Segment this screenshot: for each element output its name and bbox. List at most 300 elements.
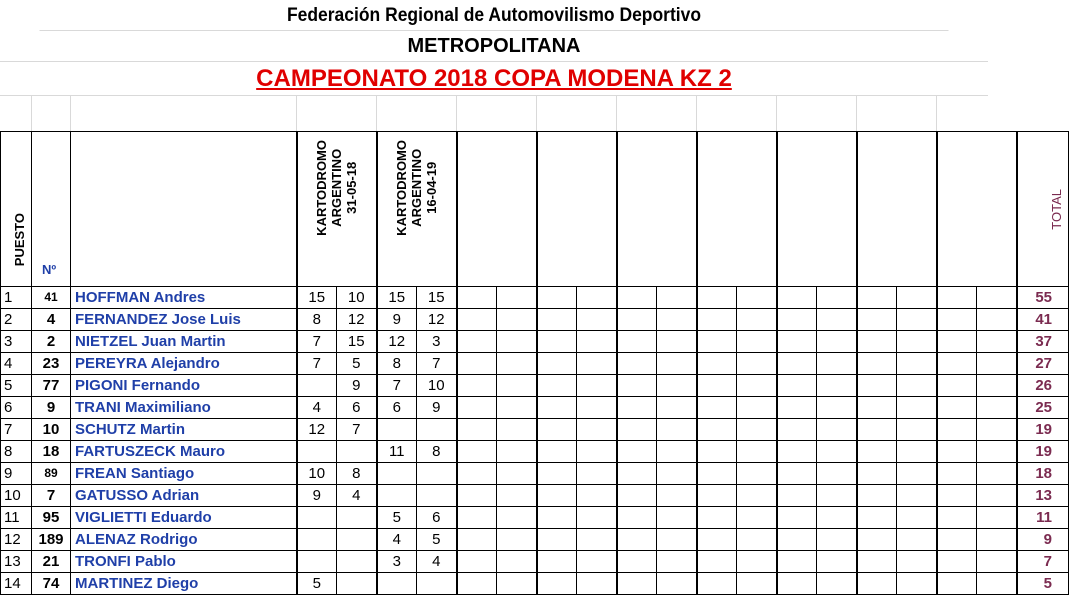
empty-score-cell: [777, 507, 817, 529]
empty-score-cell: [537, 397, 577, 419]
table-row: [1, 441, 1069, 463]
empty-score-cell: [857, 441, 897, 463]
kart-number-cell: 23: [32, 353, 71, 375]
table-row: [1, 573, 1069, 595]
empty-score-cell: [777, 573, 817, 595]
empty-score-cell: [657, 397, 697, 419]
empty-score-cell: [537, 309, 577, 331]
empty-score-cell: [817, 331, 857, 353]
empty-score-cell: [497, 551, 537, 573]
empty-score-cell: [577, 419, 617, 441]
score-cell: 6: [337, 397, 377, 419]
position-cell: 7: [1, 419, 32, 441]
empty-score-cell: [577, 507, 617, 529]
score-cell: [337, 551, 377, 573]
score-cell: [417, 463, 457, 485]
empty-score-cell: [577, 331, 617, 353]
score-cell: [377, 419, 417, 441]
position-cell: 4: [1, 353, 32, 375]
score-cell: 4: [297, 397, 337, 419]
empty-score-cell: [737, 397, 777, 419]
empty-score-cell: [897, 375, 937, 397]
empty-score-cell: [497, 375, 537, 397]
total-cell: 41: [1017, 309, 1069, 331]
empty-score-cell: [697, 287, 737, 309]
empty-score-cell: [577, 485, 617, 507]
empty-score-cell: [697, 375, 737, 397]
grid-line: [70, 96, 71, 132]
position-header: PUESTO: [12, 212, 27, 266]
race2-header: KARTODROMO ARGENTINO 16-04-19: [394, 140, 439, 236]
driver-name-cell: SCHUTZ Martin: [71, 419, 297, 441]
position-cell: 14: [1, 573, 32, 595]
empty-score-cell: [977, 441, 1017, 463]
empty-score-cell: [817, 397, 857, 419]
empty-score-cell: [977, 331, 1017, 353]
number-header: Nº: [42, 262, 57, 277]
empty-score-cell: [617, 507, 657, 529]
empty-score-cell: [857, 331, 897, 353]
empty-score-cell: [497, 331, 537, 353]
score-cell: 10: [297, 463, 337, 485]
empty-score-cell: [657, 529, 697, 551]
empty-score-cell: [457, 397, 497, 419]
empty-score-cell: [697, 441, 737, 463]
empty-score-cell: [577, 353, 617, 375]
championship-title: [0, 62, 988, 96]
score-cell: 5: [377, 507, 417, 529]
empty-score-cell: [697, 507, 737, 529]
empty-score-cell: [497, 419, 537, 441]
table-row: [1, 309, 1069, 331]
score-cell: 9: [377, 309, 417, 331]
driver-name-cell: FARTUSZECK Mauro: [71, 441, 297, 463]
score-cell: 15: [297, 287, 337, 309]
empty-score-cell: [697, 573, 737, 595]
race2-header-cell: [377, 132, 457, 287]
grid-line: [376, 96, 377, 132]
race-header-cell: [457, 132, 537, 287]
empty-score-cell: [497, 397, 537, 419]
score-cell: 12: [297, 419, 337, 441]
empty-score-cell: [617, 397, 657, 419]
empty-score-cell: [817, 463, 857, 485]
score-cell: 7: [417, 353, 457, 375]
empty-score-cell: [817, 419, 857, 441]
score-cell: 6: [417, 507, 457, 529]
empty-score-cell: [657, 287, 697, 309]
table-row: [1, 551, 1069, 573]
grid-line: [536, 96, 537, 132]
empty-score-cell: [777, 375, 817, 397]
empty-score-cell: [817, 375, 857, 397]
total-cell: 9: [1017, 529, 1069, 551]
empty-score-cell: [497, 441, 537, 463]
empty-score-cell: [617, 485, 657, 507]
score-cell: 5: [337, 353, 377, 375]
empty-score-cell: [857, 309, 897, 331]
empty-score-cell: [897, 507, 937, 529]
score-cell: [337, 529, 377, 551]
total-header: TOTAL: [1048, 189, 1064, 230]
score-cell: 15: [377, 287, 417, 309]
score-cell: 4: [417, 551, 457, 573]
total-cell: 13: [1017, 485, 1069, 507]
empty-score-cell: [617, 419, 657, 441]
empty-score-cell: [897, 287, 937, 309]
score-cell: 5: [297, 573, 337, 595]
score-cell: 3: [417, 331, 457, 353]
empty-score-cell: [617, 551, 657, 573]
empty-score-cell: [937, 287, 977, 309]
grid-line: [456, 96, 457, 132]
score-cell: 12: [417, 309, 457, 331]
total-cell: 19: [1017, 441, 1069, 463]
empty-score-cell: [937, 573, 977, 595]
empty-score-cell: [737, 573, 777, 595]
empty-score-cell: [777, 441, 817, 463]
empty-score-cell: [537, 441, 577, 463]
score-cell: 4: [337, 485, 377, 507]
empty-score-cell: [737, 551, 777, 573]
empty-score-cell: [497, 485, 537, 507]
empty-score-cell: [697, 309, 737, 331]
empty-score-cell: [617, 463, 657, 485]
empty-score-cell: [897, 331, 937, 353]
kart-number-cell: 74: [32, 573, 71, 595]
empty-score-cell: [697, 419, 737, 441]
score-cell: 8: [377, 353, 417, 375]
empty-score-cell: [577, 309, 617, 331]
empty-score-cell: [697, 463, 737, 485]
grid-line: [296, 96, 297, 132]
empty-score-cell: [777, 309, 817, 331]
empty-score-cell: [777, 551, 817, 573]
empty-score-cell: [897, 463, 937, 485]
empty-score-cell: [617, 529, 657, 551]
empty-score-cell: [577, 397, 617, 419]
total-cell: 7: [1017, 551, 1069, 573]
table-row: [1, 287, 1069, 309]
total-cell: 5: [1017, 573, 1069, 595]
empty-score-cell: [657, 551, 697, 573]
empty-score-cell: [897, 441, 937, 463]
position-cell: 2: [1, 309, 32, 331]
empty-score-cell: [497, 287, 537, 309]
driver-name-cell: HOFFMAN Andres: [71, 287, 297, 309]
empty-score-cell: [777, 419, 817, 441]
empty-score-cell: [897, 309, 937, 331]
driver-name-cell: FREAN Santiago: [71, 463, 297, 485]
kart-number-cell: 4: [32, 309, 71, 331]
empty-score-cell: [457, 309, 497, 331]
empty-score-cell: [857, 397, 897, 419]
score-cell: [417, 573, 457, 595]
empty-score-cell: [977, 507, 1017, 529]
empty-score-cell: [457, 375, 497, 397]
empty-score-cell: [737, 331, 777, 353]
score-cell: 10: [337, 287, 377, 309]
empty-score-cell: [737, 507, 777, 529]
grid-line: [776, 96, 777, 132]
empty-score-cell: [737, 529, 777, 551]
empty-score-cell: [897, 353, 937, 375]
score-cell: [377, 573, 417, 595]
score-cell: [377, 463, 417, 485]
empty-score-cell: [457, 331, 497, 353]
kart-number-cell: 189: [32, 529, 71, 551]
empty-score-cell: [577, 441, 617, 463]
empty-score-cell: [657, 441, 697, 463]
score-cell: 9: [417, 397, 457, 419]
empty-score-cell: [457, 485, 497, 507]
empty-score-cell: [697, 353, 737, 375]
empty-score-cell: [777, 331, 817, 353]
driver-name-cell: ALENAZ Rodrigo: [71, 529, 297, 551]
empty-score-cell: [457, 529, 497, 551]
standings-table: [0, 131, 1069, 595]
empty-score-cell: [657, 573, 697, 595]
driver-name-cell: TRANI Maximiliano: [71, 397, 297, 419]
empty-score-cell: [977, 573, 1017, 595]
empty-score-cell: [457, 287, 497, 309]
empty-score-cell: [817, 551, 857, 573]
score-cell: [297, 551, 337, 573]
empty-score-cell: [657, 419, 697, 441]
score-cell: 8: [297, 309, 337, 331]
table-row: [1, 375, 1069, 397]
table-row: [1, 419, 1069, 441]
empty-score-cell: [577, 551, 617, 573]
empty-score-cell: [737, 287, 777, 309]
empty-score-cell: [537, 287, 577, 309]
empty-score-cell: [697, 397, 737, 419]
empty-score-cell: [817, 507, 857, 529]
score-cell: [337, 441, 377, 463]
score-cell: 11: [377, 441, 417, 463]
grid-line: [856, 96, 857, 132]
empty-score-cell: [937, 331, 977, 353]
score-cell: 7: [337, 419, 377, 441]
empty-score-cell: [977, 375, 1017, 397]
empty-score-cell: [497, 309, 537, 331]
empty-score-cell: [617, 441, 657, 463]
race-header-cell: [537, 132, 617, 287]
score-cell: 15: [337, 331, 377, 353]
table-row: [1, 397, 1069, 419]
empty-score-cell: [537, 331, 577, 353]
empty-score-cell: [697, 485, 737, 507]
empty-score-cell: [937, 551, 977, 573]
empty-score-cell: [697, 331, 737, 353]
empty-score-cell: [537, 353, 577, 375]
empty-score-cell: [977, 397, 1017, 419]
empty-score-cell: [817, 309, 857, 331]
empty-score-cell: [697, 529, 737, 551]
empty-score-cell: [977, 551, 1017, 573]
empty-score-cell: [537, 463, 577, 485]
table-row: [1, 463, 1069, 485]
empty-score-cell: [497, 529, 537, 551]
score-cell: [337, 507, 377, 529]
score-cell: [417, 485, 457, 507]
empty-score-cell: [817, 485, 857, 507]
empty-score-cell: [537, 375, 577, 397]
spacer-row: [0, 96, 988, 132]
empty-score-cell: [937, 397, 977, 419]
kart-number-cell: 7: [32, 485, 71, 507]
total-cell: 18: [1017, 463, 1069, 485]
empty-score-cell: [617, 287, 657, 309]
position-cell: 10: [1, 485, 32, 507]
empty-score-cell: [457, 353, 497, 375]
kart-number-cell: 18: [32, 441, 71, 463]
empty-score-cell: [537, 551, 577, 573]
empty-score-cell: [457, 507, 497, 529]
driver-name-cell: MARTINEZ Diego: [71, 573, 297, 595]
position-cell: 9: [1, 463, 32, 485]
empty-score-cell: [617, 375, 657, 397]
empty-score-cell: [857, 463, 897, 485]
total-cell: 27: [1017, 353, 1069, 375]
score-cell: 7: [377, 375, 417, 397]
race-header-cell: [937, 132, 1017, 287]
empty-score-cell: [937, 419, 977, 441]
total-cell: 19: [1017, 419, 1069, 441]
driver-name-cell: PIGONI Fernando: [71, 375, 297, 397]
total-cell: 25: [1017, 397, 1069, 419]
empty-score-cell: [497, 507, 537, 529]
empty-score-cell: [817, 287, 857, 309]
total-cell: 11: [1017, 507, 1069, 529]
empty-score-cell: [657, 507, 697, 529]
name-header-cell: [71, 132, 297, 287]
empty-score-cell: [737, 485, 777, 507]
empty-score-cell: [777, 287, 817, 309]
position-cell: 11: [1, 507, 32, 529]
empty-score-cell: [777, 529, 817, 551]
empty-score-cell: [977, 309, 1017, 331]
empty-score-cell: [737, 419, 777, 441]
driver-name-cell: GATUSSO Adrian: [71, 485, 297, 507]
empty-score-cell: [577, 573, 617, 595]
empty-score-cell: [657, 375, 697, 397]
empty-score-cell: [737, 375, 777, 397]
empty-score-cell: [617, 331, 657, 353]
total-header-cell: [1017, 132, 1069, 287]
kart-number-cell: 89: [32, 463, 71, 485]
empty-score-cell: [897, 397, 937, 419]
empty-score-cell: [457, 419, 497, 441]
empty-score-cell: [657, 353, 697, 375]
empty-score-cell: [657, 485, 697, 507]
score-cell: 7: [297, 353, 337, 375]
empty-score-cell: [857, 529, 897, 551]
empty-score-cell: [537, 419, 577, 441]
kart-number-cell: 21: [32, 551, 71, 573]
empty-score-cell: [977, 419, 1017, 441]
table-row: [1, 331, 1069, 353]
race-header-cell: [617, 132, 697, 287]
score-cell: [297, 441, 337, 463]
empty-score-cell: [857, 287, 897, 309]
driver-name-cell: NIETZEL Juan Martin: [71, 331, 297, 353]
score-cell: 7: [297, 331, 337, 353]
empty-score-cell: [817, 529, 857, 551]
empty-score-cell: [817, 353, 857, 375]
empty-score-cell: [577, 463, 617, 485]
score-cell: 3: [377, 551, 417, 573]
empty-score-cell: [497, 573, 537, 595]
position-header-cell: [1, 132, 32, 287]
empty-score-cell: [497, 463, 537, 485]
empty-score-cell: [857, 353, 897, 375]
score-cell: 4: [377, 529, 417, 551]
empty-score-cell: [977, 287, 1017, 309]
empty-score-cell: [897, 551, 937, 573]
empty-score-cell: [737, 309, 777, 331]
position-cell: 5: [1, 375, 32, 397]
position-cell: 6: [1, 397, 32, 419]
race1-header: KARTODROMO ARGENTINO 31-05-18: [314, 140, 359, 236]
score-cell: 6: [377, 397, 417, 419]
empty-score-cell: [777, 463, 817, 485]
empty-score-cell: [937, 375, 977, 397]
empty-score-cell: [457, 551, 497, 573]
empty-score-cell: [657, 309, 697, 331]
total-cell: 55: [1017, 287, 1069, 309]
empty-score-cell: [577, 375, 617, 397]
empty-score-cell: [977, 353, 1017, 375]
score-cell: 9: [337, 375, 377, 397]
table-row: [1, 353, 1069, 375]
empty-score-cell: [777, 485, 817, 507]
empty-score-cell: [937, 485, 977, 507]
empty-score-cell: [937, 309, 977, 331]
score-cell: [297, 507, 337, 529]
empty-score-cell: [537, 507, 577, 529]
empty-score-cell: [977, 485, 1017, 507]
position-cell: 1: [1, 287, 32, 309]
empty-score-cell: [737, 441, 777, 463]
empty-score-cell: [857, 375, 897, 397]
score-cell: 8: [337, 463, 377, 485]
total-cell: 26: [1017, 375, 1069, 397]
empty-score-cell: [617, 353, 657, 375]
empty-score-cell: [857, 485, 897, 507]
race-header-cell: [697, 132, 777, 287]
position-cell: 8: [1, 441, 32, 463]
score-cell: 5: [417, 529, 457, 551]
empty-score-cell: [657, 331, 697, 353]
position-cell: 13: [1, 551, 32, 573]
grid-line: [616, 96, 617, 132]
score-cell: [377, 485, 417, 507]
empty-score-cell: [817, 441, 857, 463]
empty-score-cell: [937, 463, 977, 485]
kart-number-cell: 41: [32, 287, 71, 309]
empty-score-cell: [577, 529, 617, 551]
table-row: [1, 507, 1069, 529]
empty-score-cell: [697, 551, 737, 573]
empty-score-cell: [777, 353, 817, 375]
score-cell: 9: [297, 485, 337, 507]
score-cell: 8: [417, 441, 457, 463]
number-header-cell: [32, 132, 71, 287]
race-header-cell: [777, 132, 857, 287]
empty-score-cell: [897, 573, 937, 595]
kart-number-cell: 95: [32, 507, 71, 529]
